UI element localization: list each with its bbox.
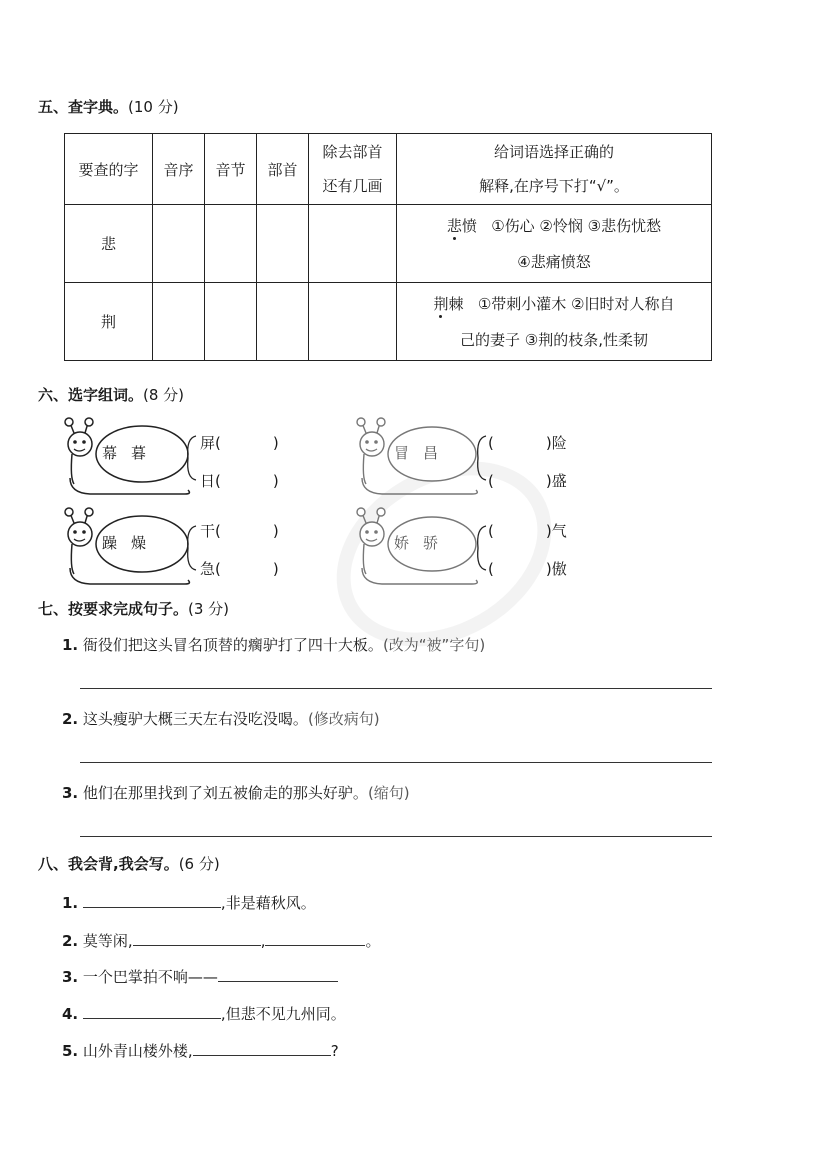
header-bushou: 部首 — [257, 134, 309, 205]
word-rest: 愤 — [461, 216, 477, 235]
header-meaning-line2: 解释,在序号下打“√”。 — [479, 177, 629, 195]
header-remaining — [309, 134, 397, 205]
item-before: 山外青山楼外楼, — [82, 1042, 193, 1060]
option-suffix: ) — [272, 434, 279, 452]
answer-cell-remaining[interactable] — [309, 283, 397, 361]
shell-chars: 躁燥 — [102, 534, 161, 552]
table-row — [65, 205, 712, 283]
section5-title: 五、查字典。 — [38, 98, 129, 116]
answer-cell-remaining[interactable] — [309, 205, 397, 283]
header-remaining-line1: 除去部首 — [322, 143, 383, 161]
answer-line[interactable] — [80, 688, 712, 689]
snail-group-4 — [352, 508, 492, 588]
option-2[interactable] — [200, 558, 279, 579]
snail-group-3 — [60, 508, 200, 588]
option-1[interactable] — [488, 432, 567, 453]
recite-item-5 — [62, 1040, 339, 1061]
option-2[interactable] — [488, 470, 567, 491]
recite-item-4 — [62, 1003, 346, 1024]
header-yinjie: 音节 — [205, 134, 257, 205]
fill-blank[interactable] — [83, 893, 221, 908]
item-before: 一个巴掌拍不响—— — [82, 968, 218, 986]
section8-points: (6 分) — [178, 855, 220, 873]
word-first-char: 荆 — [433, 294, 449, 313]
item-text: 衙役们把这头冒名顶替的瘸驴打了四十大板。 — [82, 636, 383, 654]
header-meaning-line1: 给词语选择正确的 — [493, 143, 614, 161]
section6-title: 六、选字组词。 — [38, 386, 144, 404]
section7-title: 七、按要求完成句子。 — [38, 600, 189, 618]
snail-group-1 — [60, 418, 200, 498]
option-prefix: ( — [488, 434, 494, 452]
option-2[interactable] — [488, 558, 567, 579]
option-prefix: ( — [488, 560, 494, 578]
meaning-cell[interactable] — [397, 205, 712, 283]
option-1[interactable] — [200, 520, 279, 541]
item-after: ,非是藉秋风。 — [220, 894, 316, 912]
option-suffix: )盛 — [545, 472, 567, 490]
shell-chars: 娇骄 — [394, 534, 453, 552]
option-prefix: 急( — [200, 560, 221, 578]
answer-cell-bushou[interactable] — [257, 205, 309, 283]
meaning-options-line1: ①伤心 ②怜悯 ③悲伤忧愁 — [491, 216, 662, 235]
item-after: 。 — [365, 932, 381, 950]
answer-cell-yinjie[interactable] — [205, 283, 257, 361]
option-1[interactable] — [488, 520, 567, 541]
option-prefix: 屏( — [200, 434, 221, 452]
sentence-item-3 — [62, 782, 410, 803]
fill-blank[interactable] — [83, 1004, 221, 1019]
item-number: 1. — [62, 894, 79, 912]
item-instruction: (缩句) — [367, 784, 410, 802]
meaning-cell[interactable] — [397, 283, 712, 361]
table-header-row — [65, 134, 712, 205]
row-char: 荆 — [65, 283, 153, 361]
row-char: 悲 — [65, 205, 153, 283]
item-after: ,但悲不见九州同。 — [220, 1005, 346, 1023]
option-suffix: )险 — [545, 434, 567, 452]
item-before: 莫等闲, — [82, 932, 133, 950]
option-suffix: )气 — [545, 522, 567, 540]
section6-points: (8 分) — [143, 386, 185, 404]
meaning-line1 — [397, 208, 711, 244]
item-number: 5. — [62, 1042, 79, 1060]
option-prefix: ( — [488, 472, 494, 490]
fill-blank[interactable] — [193, 1041, 331, 1056]
snail-group-2 — [352, 418, 492, 498]
section8-title: 八、我会背,我会写。 — [38, 855, 179, 873]
meaning-options-line2: 己的妻子 ③荆的枝条,性柔韧 — [460, 330, 648, 349]
section7-heading — [38, 598, 229, 619]
item-text: 这头瘦驴大概三天左右没吃没喝。 — [82, 710, 308, 728]
option-prefix: 干( — [200, 522, 221, 540]
answer-cell-bushou[interactable] — [257, 283, 309, 361]
answer-line[interactable] — [80, 762, 712, 763]
sentence-item-2 — [62, 708, 380, 729]
option-prefix: 日( — [200, 472, 221, 490]
shell-chars: 冒昌 — [394, 444, 453, 462]
fill-blank[interactable] — [265, 931, 365, 946]
shell-chars: 幕暮 — [102, 444, 161, 462]
option-2[interactable] — [200, 470, 279, 491]
meaning-options-line2: ④悲痛愤怒 — [517, 252, 591, 271]
item-number: 2. — [62, 932, 79, 950]
option-suffix: ) — [272, 560, 279, 578]
fill-blank[interactable] — [133, 931, 261, 946]
recite-item-1 — [62, 892, 316, 913]
answer-cell-yinxu[interactable] — [153, 283, 205, 361]
option-suffix: )傲 — [545, 560, 567, 578]
word-rest: 棘 — [448, 294, 464, 313]
meaning-line1 — [397, 286, 711, 322]
section6-heading — [38, 384, 184, 405]
dictionary-table — [64, 133, 712, 361]
item-number: 3. — [62, 968, 79, 986]
item-number: 2. — [62, 710, 79, 728]
recite-item-3 — [62, 966, 338, 987]
option-suffix: ) — [272, 472, 279, 490]
header-char: 要查的字 — [65, 134, 153, 205]
option-1[interactable] — [200, 432, 279, 453]
item-instruction: (修改病句) — [307, 710, 380, 728]
word-first-char: 悲 — [446, 216, 462, 235]
table-row — [65, 283, 712, 361]
header-yinxu: 音序 — [153, 134, 205, 205]
recite-item-2 — [62, 930, 381, 951]
option-prefix: ( — [488, 522, 494, 540]
item-instruction: (改为“被”字句) — [382, 636, 486, 654]
item-text: 他们在那里找到了刘五被偷走的那头好驴。 — [82, 784, 368, 802]
item-number: 1. — [62, 636, 79, 654]
meaning-options-line1: ①带刺小灌木 ②旧时对人称自 — [477, 294, 675, 313]
item-middle: , — [260, 932, 266, 950]
option-suffix: ) — [272, 522, 279, 540]
section7-points: (3 分) — [188, 600, 230, 618]
section5-points: (10 分) — [128, 98, 179, 116]
header-meaning — [397, 134, 712, 205]
item-number: 4. — [62, 1005, 79, 1023]
section5-heading — [38, 96, 179, 117]
answer-cell-yinjie[interactable] — [205, 205, 257, 283]
item-after: ? — [330, 1042, 339, 1060]
answer-line[interactable] — [80, 836, 712, 837]
header-remaining-line2: 还有几画 — [322, 177, 383, 195]
sentence-item-1 — [62, 634, 485, 655]
answer-cell-yinxu[interactable] — [153, 205, 205, 283]
section8-heading — [38, 853, 220, 874]
item-number: 3. — [62, 784, 79, 802]
fill-blank[interactable] — [218, 967, 338, 982]
